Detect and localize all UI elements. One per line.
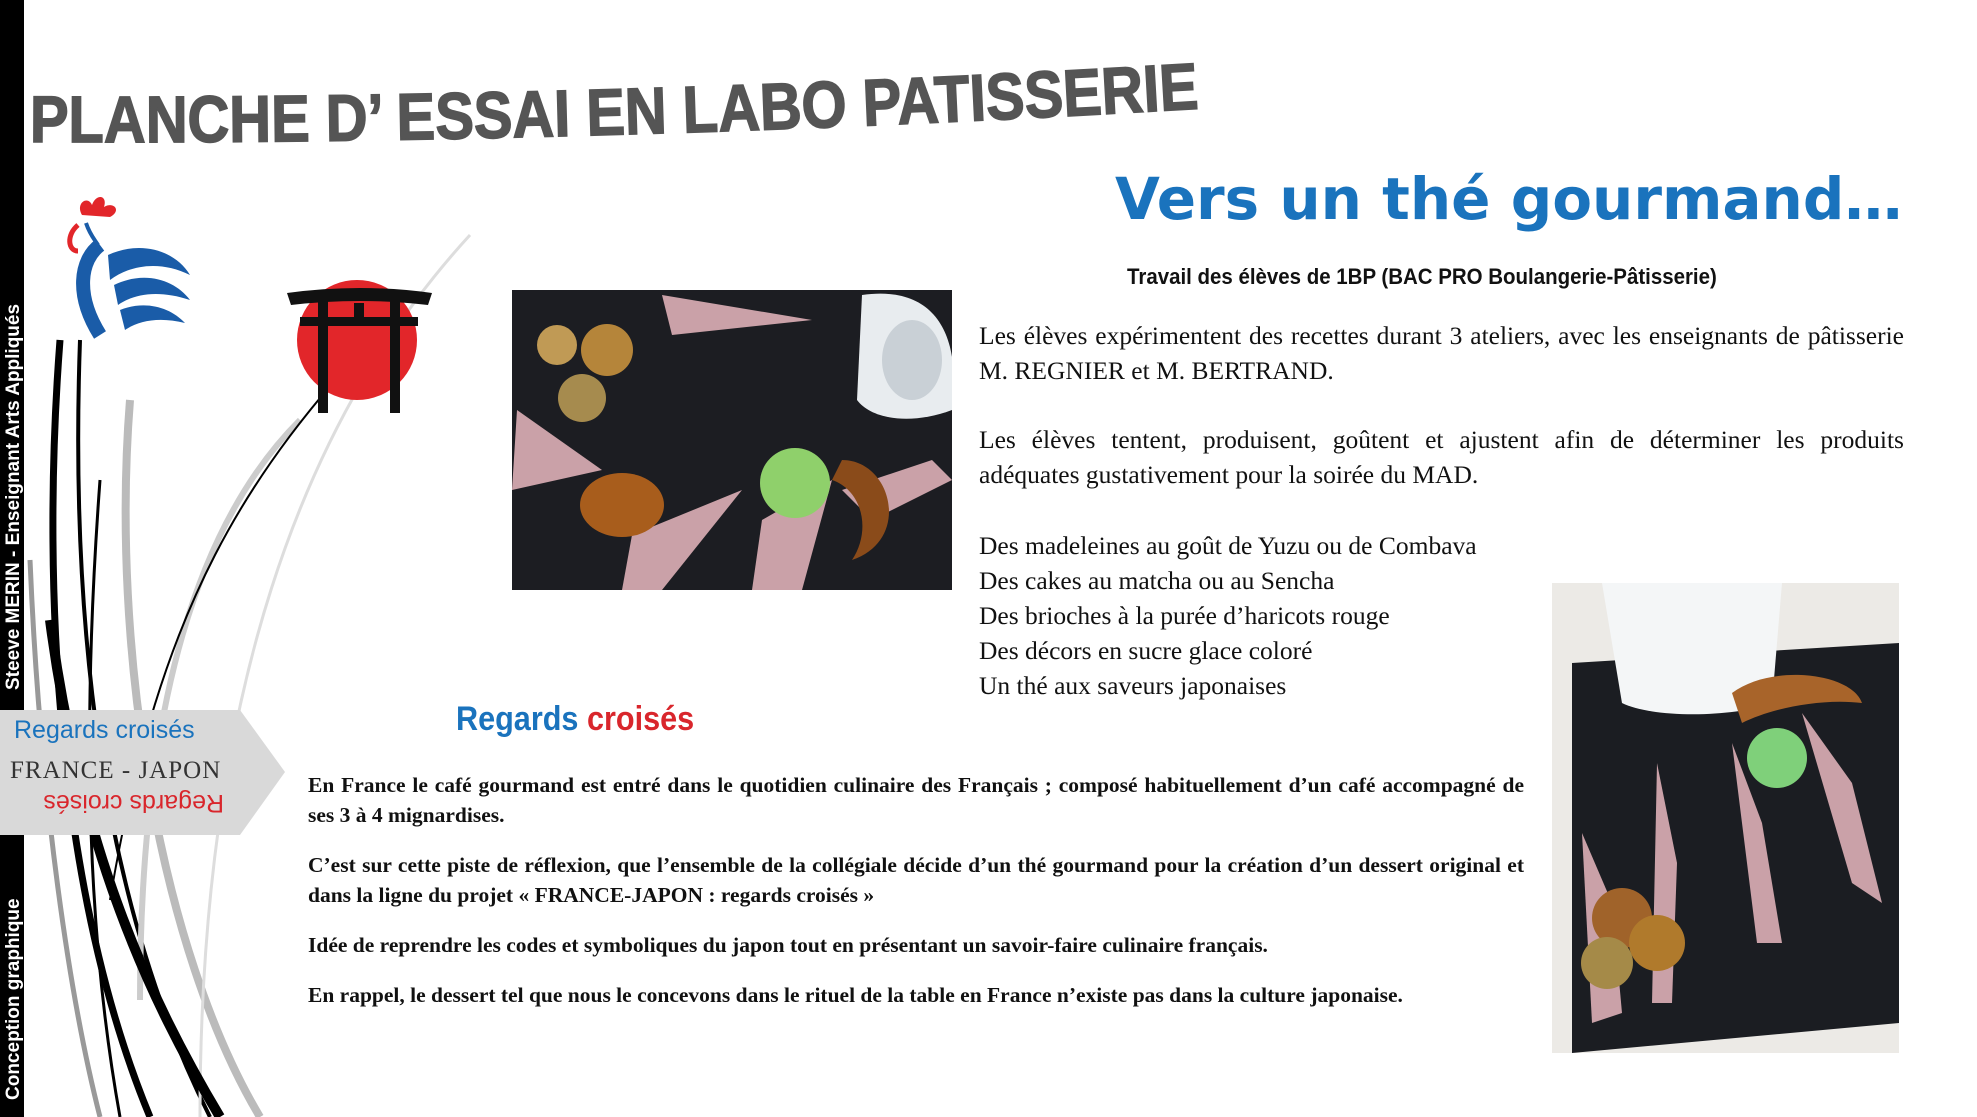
recipe-list (979, 528, 1477, 703)
intro-paragraph: Les élèves tentent, produisent, goûtent et ajustent afin de déterminer les produits adéquates gustativement pour la soirée du MAD. (979, 425, 1904, 489)
side-credit-design: Conception graphique (3, 898, 24, 1100)
svg-text:PLANCHE D’ ESSAI EN LABO PATI (30, 50, 1206, 157)
recipe-item: Un thé aux saveurs japonaises (979, 671, 1287, 700)
body-paragraph: Idée de reprendre les codes et symboliques du japon tout en présentant un savoir-faire culinaire français. (308, 933, 1268, 957)
body-paragraph: C’est sur cette piste de réflexion, que l’ensemble de la collégiale décide d’un thé gourmand pour la création d’un dessert original et dans la ligne du projet « FRANCE-JAPON : regards croisés » (308, 853, 1524, 907)
intro-paragraph: Les élèves expérimentent des recettes durant 3 ateliers, avec les enseignants de pâtisserie M. REGNIER et M. BERTRAND. (979, 321, 1904, 385)
heading-word-croises: croisés (586, 700, 695, 738)
badge-line-regards: Regards croisés (14, 716, 195, 744)
badge-line-regards-inverted: Regards croisés (43, 789, 224, 817)
main-title (30, 50, 1210, 170)
intro-text (979, 318, 1904, 526)
body-paragraph: En France le café gourmand est entré dans le quotidien culinaire des Français ; composé habituellement d’un café accompagné de ses 3 à 4 mignardises. (308, 773, 1524, 827)
body-paragraph: En rappel, le dessert tel que nous le concevons dans le rituel de la table en France n’existe pas dans la culture japonaise. (308, 983, 1403, 1007)
recipe-item: Des madeleines au goût de Yuzu ou de Combava (979, 531, 1477, 560)
main-title-text: PLANCHE D’ ESSAI EN LABO PATISSERIE (30, 50, 1206, 157)
page-subtitle: Vers un thé gourmand… (1115, 165, 1903, 233)
side-credit-author: Steeve MERIN - Enseignant Arts Appliqués (3, 303, 24, 690)
recipe-item: Des brioches à la purée d’haricots rouge (979, 601, 1390, 630)
regards-croises-heading (456, 700, 694, 739)
pastry-photo-right (1552, 583, 1899, 1053)
torii-logo (282, 265, 437, 415)
pastry-photo-top (512, 290, 952, 590)
recipe-item: Des décors en sucre glace coloré (979, 636, 1313, 665)
recipe-item: Des cakes au matcha ou au Sencha (979, 566, 1335, 595)
heading-word-regards: Regards (456, 700, 579, 738)
body-text (308, 770, 1524, 1030)
badge-line-france-japon: FRANCE - JAPON (10, 757, 222, 784)
rooster-logo (30, 185, 190, 345)
students-line: Travail des élèves de 1BP (BAC PRO Boulangerie-Pâtisserie) (1127, 264, 1717, 289)
